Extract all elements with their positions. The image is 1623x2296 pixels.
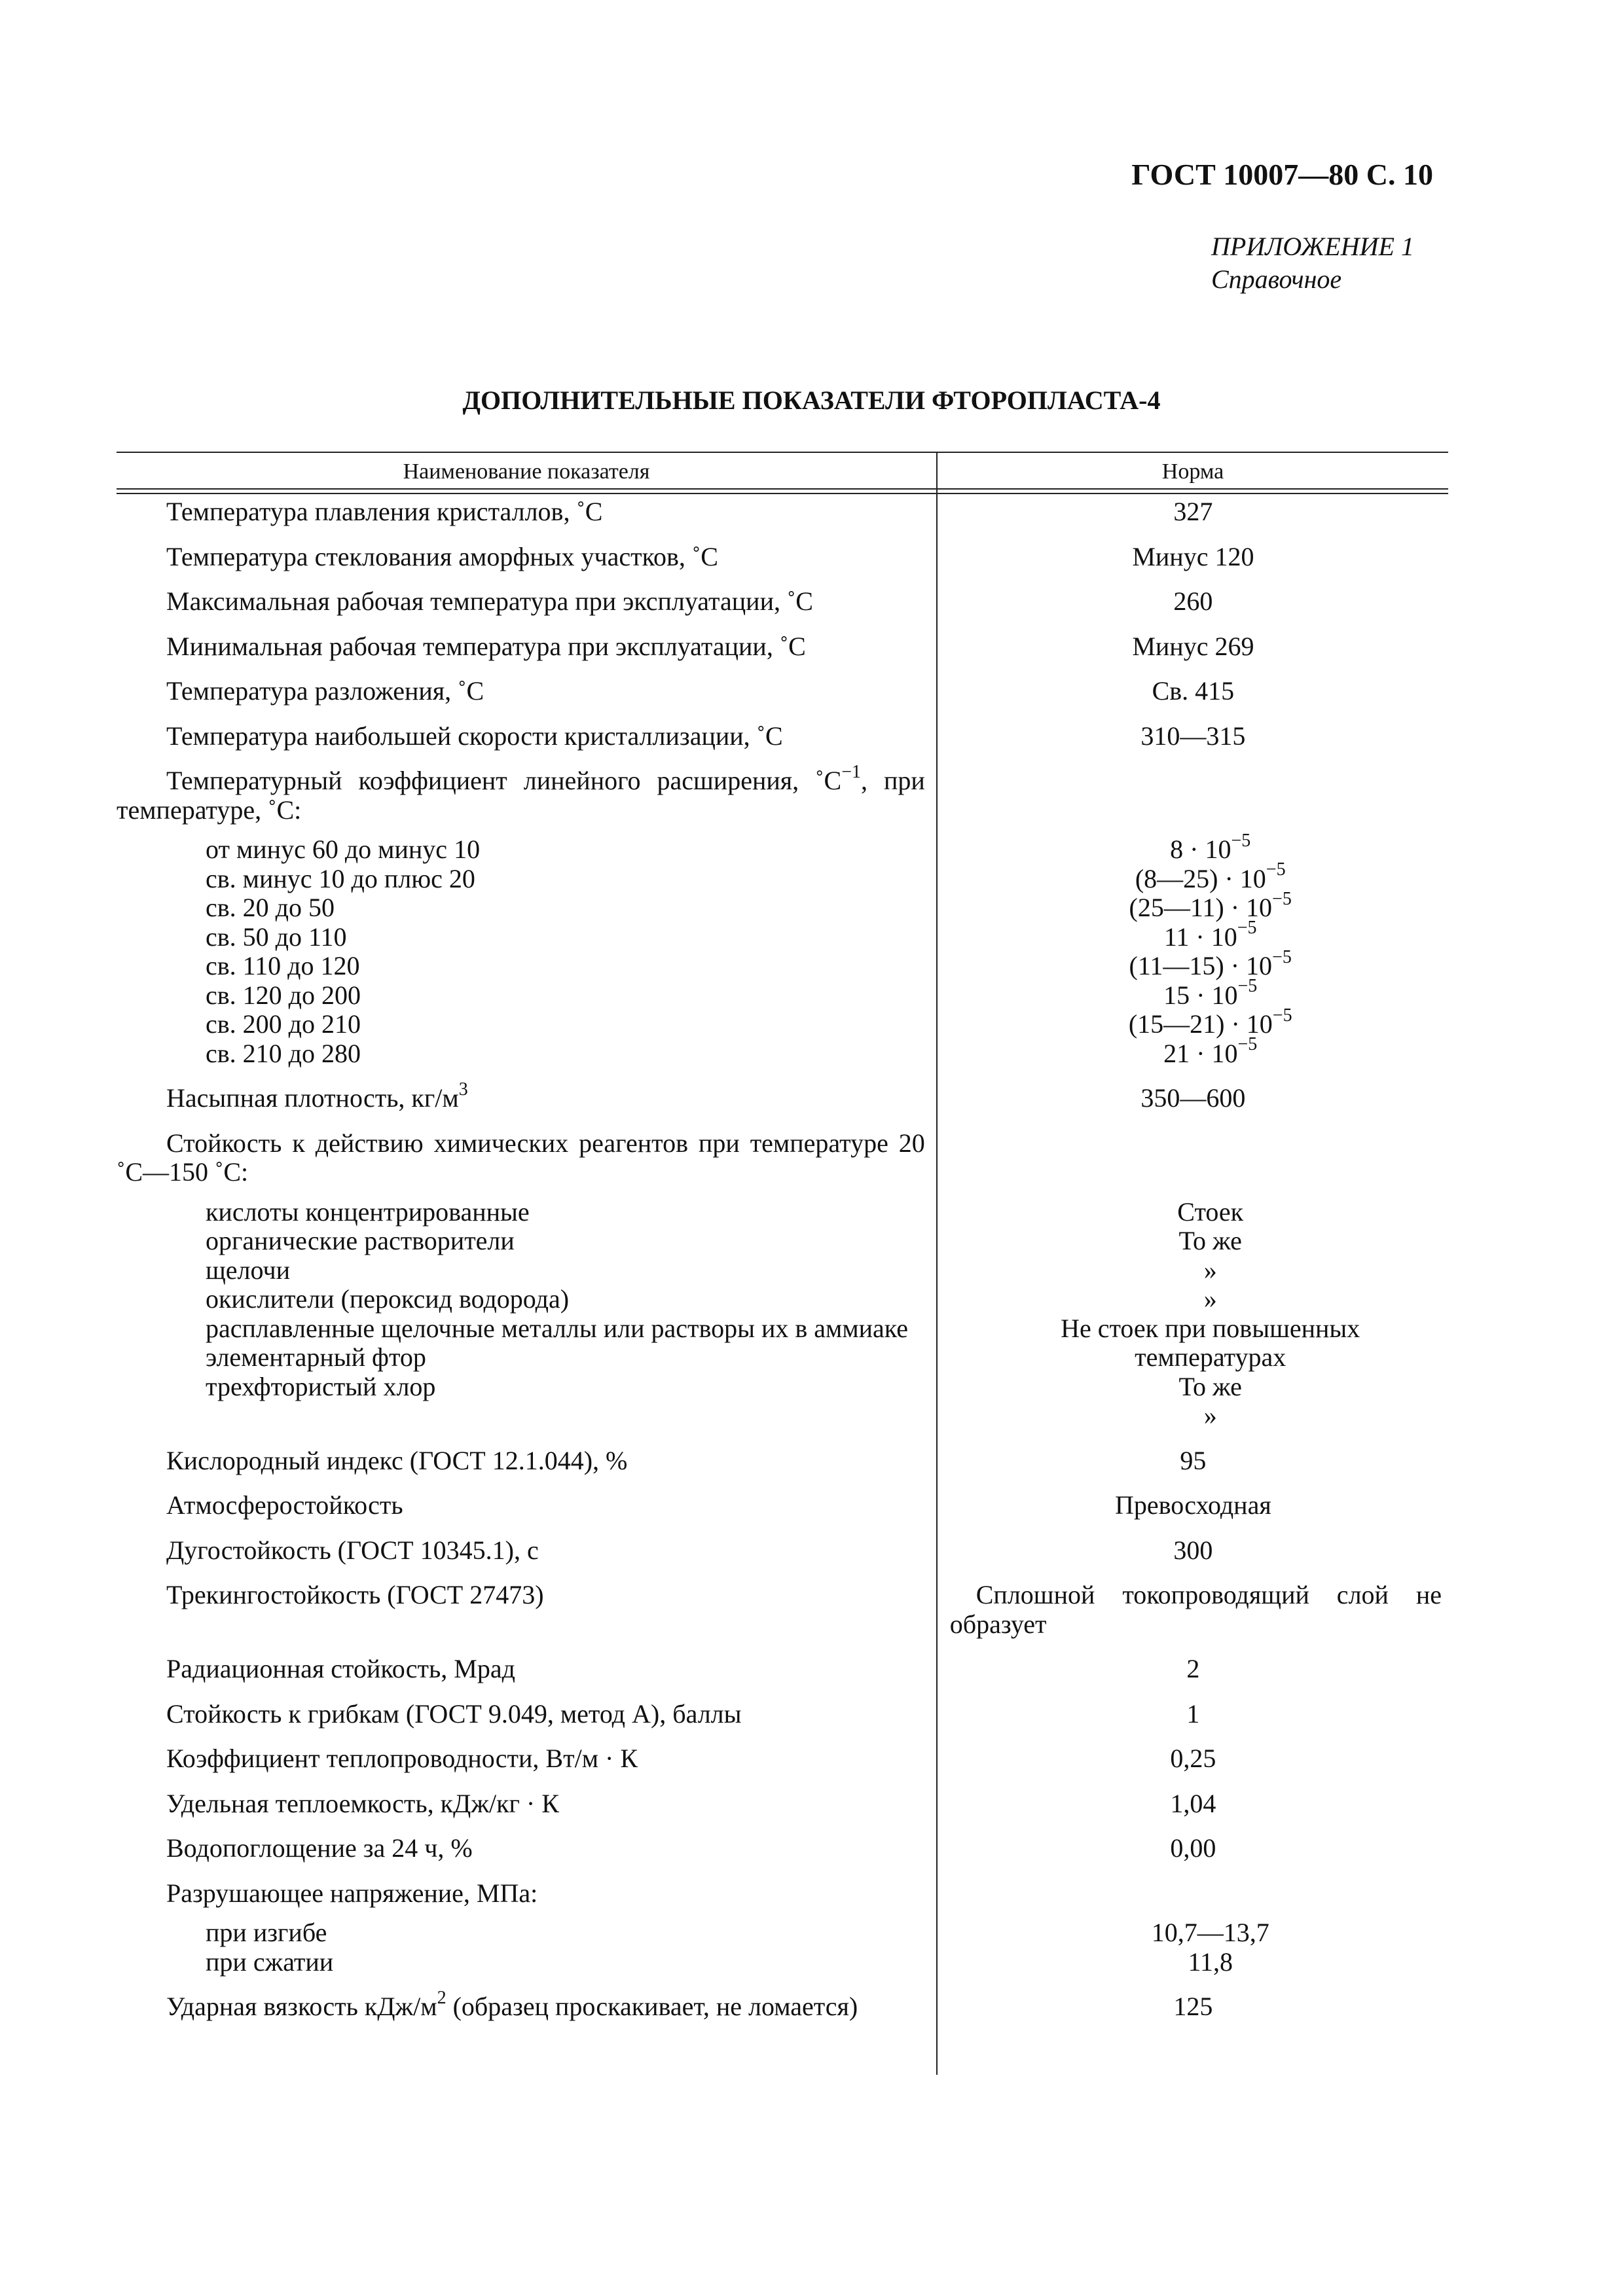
row-name: Дугостойкость (ГОСТ 10345.1), с	[166, 1535, 539, 1565]
row-value: 1,04	[1170, 1788, 1216, 1818]
row-name: Разрушающее напряжение, МПа:	[166, 1878, 538, 1908]
row-name: Температурный коэффициент линейного расширения, $˚С^{-1}$, при температуре, ˚С:	[117, 761, 925, 825]
table-row	[117, 587, 1448, 617]
row-subitems: при изгибе при сжатии	[206, 1918, 334, 1977]
row-value: Минус 269	[1132, 631, 1254, 661]
table-row	[117, 1700, 1448, 1729]
row-subvalues: Стоек То же » » Не стоек при повышенных температурах То же »	[1061, 1196, 1360, 1430]
column-header-norm: Норма	[1161, 459, 1224, 484]
table-row	[117, 1655, 1448, 1684]
row-value	[936, 1879, 1448, 1909]
table-row	[117, 497, 1448, 527]
table-body	[117, 497, 1448, 2037]
table-row	[117, 1581, 1448, 1639]
row-value: 260	[1173, 586, 1213, 616]
row-value: 310—315	[1140, 721, 1246, 751]
appendix-title: ПРИЛОЖЕНИЕ 1	[1211, 232, 1414, 261]
table-row	[117, 761, 1448, 825]
row-name: Водопоглощение за 24 ч, %	[166, 1833, 473, 1863]
row-name: Стойкость к грибкам (ГОСТ 9.049, метод А), баллы	[166, 1698, 742, 1729]
row-name: Трекингостойкость (ГОСТ 27473)	[166, 1580, 544, 1609]
table-row	[117, 1491, 1448, 1520]
table-row	[117, 1744, 1448, 1774]
row-name: Стойкость к действию химических реагентов при температуре 20 ˚С—150 ˚С:	[117, 1128, 925, 1187]
row-value: 327	[1173, 497, 1213, 526]
row-value: Минус 120	[1132, 541, 1254, 571]
table-row-group	[117, 1198, 1448, 1431]
row-value: 2	[1186, 1654, 1200, 1683]
row-value: 1	[1186, 1698, 1200, 1729]
table-row	[117, 1079, 1448, 1113]
row-value: 0,00	[1170, 1833, 1216, 1863]
table-row	[117, 1789, 1448, 1819]
row-value: Св. 415	[1152, 676, 1235, 706]
table-row	[117, 1834, 1448, 1863]
row-name: Максимальная рабочая температура при эксплуатации, ˚С	[166, 586, 813, 616]
row-name: Удельная теплоемкость, кДж/кг · К	[166, 1788, 559, 1818]
row-name: Температура разложения, ˚С	[166, 676, 484, 706]
row-name: Кислородный индекс (ГОСТ 12.1.044), %	[166, 1445, 628, 1475]
row-subvalues: 10,7—13,7 11,8	[1151, 1918, 1269, 1977]
row-subitems: кислоты концентрированные органические растворители щелочи окислители (пероксид водорода) расплавленные щелочные металлы или растворы их в аммиаке элементарный фтор трехфтористый хлор	[206, 1196, 908, 1401]
row-name: Ударная вязкость кДж/$м^2$ (образец проскакивает, не ломается)	[166, 1987, 858, 2021]
column-header-name: Наименование показателя	[403, 459, 650, 484]
row-value: Превосходная	[1115, 1490, 1271, 1520]
row-subvalues: $8 \cdot 10^{-5}$ (8—25) · $10^{-5}$ (25—11) · $10^{-5}$ $11 \cdot 10^{-5}$ (11—15) · $10^{-5}$ $15 \cdot 10^{-5}$ (15—21) · $10^{-5}$ $21 \cdot 10^{-5}$	[1128, 830, 1292, 1068]
row-value: 300	[1173, 1535, 1213, 1565]
table-top-rule	[117, 452, 1448, 453]
table-row	[117, 1129, 1448, 1187]
row-value	[936, 766, 1448, 825]
row-name: Насыпная плотность, $кг/м^3$	[166, 1079, 468, 1113]
row-value: 95	[1180, 1445, 1207, 1475]
row-name: Коэффициент теплопроводности, Вт/м · К	[166, 1744, 638, 1773]
table-row-group	[117, 830, 1448, 1068]
document-title: ДОПОЛНИТЕЛЬНЫЕ ПОКАЗАТЕЛИ ФТОРОПЛАСТА-4	[462, 386, 1161, 415]
table-row	[117, 1879, 1448, 1909]
row-subitems: от минус 60 до минус 10 св. минус 10 до плюс 20 св. 20 до 50 св. 50 до 110 св. 110 до 120 св. 120 до 200 св. 200 до 210 св. 210 до 280	[206, 834, 481, 1068]
row-name: Температура стеклования аморфных участков, ˚С	[166, 541, 718, 571]
table-row	[117, 722, 1448, 751]
table-row	[117, 1536, 1448, 1566]
row-name: Атмосферостойкость	[166, 1490, 403, 1520]
row-value: Сплошной токопроводящий слой не образует	[949, 1580, 1442, 1639]
appendix-label	[1211, 230, 1414, 296]
row-name: Радиационная стойкость, Мрад	[166, 1654, 515, 1683]
table-row	[117, 1987, 1448, 2022]
table-row	[117, 1446, 1448, 1476]
row-value: 350—600	[1140, 1083, 1246, 1113]
table-row	[117, 677, 1448, 706]
table-row-group	[117, 1918, 1448, 1977]
appendix-type: Справочное	[1211, 264, 1342, 294]
table-row	[117, 543, 1448, 572]
row-name: Температура наибольшей скорости кристаллизации, ˚С	[166, 721, 783, 751]
table-row	[117, 632, 1448, 662]
row-value	[936, 1129, 1448, 1187]
page-header: ГОСТ 10007—80 С. 10	[1131, 158, 1433, 191]
row-name: Температура плавления кристаллов, ˚С	[166, 497, 603, 526]
row-name: Минимальная рабочая температура при эксплуатации, ˚С	[166, 631, 806, 661]
row-value: 0,25	[1170, 1744, 1216, 1773]
row-value: 125	[1173, 1992, 1213, 2021]
table-header-rule	[117, 488, 1448, 494]
